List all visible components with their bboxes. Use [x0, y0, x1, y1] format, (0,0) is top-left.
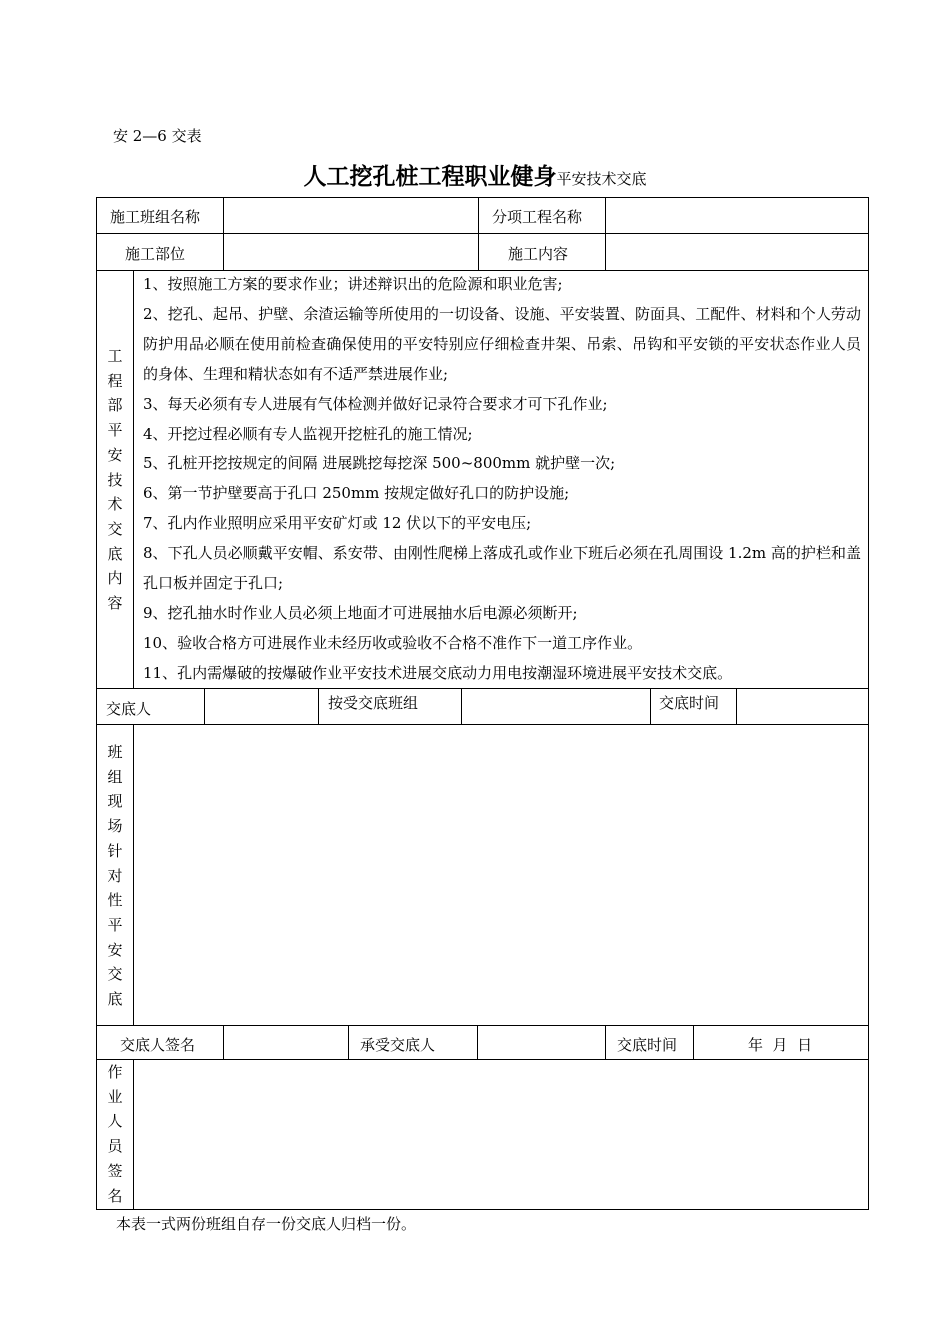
col-divider: [348, 1025, 349, 1059]
handover-time-field[interactable]: [739, 691, 866, 722]
col-divider: [605, 197, 606, 270]
col-divider: [223, 1025, 224, 1059]
title-suffix: 平安技术交底: [556, 170, 647, 188]
sub-project-label: 分项工程名称: [492, 208, 583, 226]
workers-sign-label: 作 业 人 员 签 名: [107, 1063, 123, 1205]
team-section-label: 班 组 现 场 针 对 性 平 安 交 底: [107, 743, 123, 1009]
title-main: 人工挖孔桩工程职业健身: [303, 164, 557, 190]
instruction-item: 9、挖孔抽水时作业人员必须上地面才可进展抽水后电源必须断开;: [143, 603, 578, 622]
col-divider: [133, 724, 134, 1025]
instruction-item: 7、孔内作业照明应采用平安矿灯或 12 伏以下的平安电压;: [143, 514, 532, 533]
col-divider: [736, 688, 737, 724]
instruction-item: 6、第一节护壁要高于孔口 250mm 按规定做好孔口的防护设施;: [143, 484, 570, 503]
col-divider: [223, 197, 224, 270]
team-name-label: 施工班组名称: [110, 208, 201, 226]
content-field[interactable]: [608, 236, 866, 267]
discloser-sign-label: 交底人签名: [120, 1036, 196, 1054]
row-divider: [96, 724, 869, 725]
instruction-item: 11、孔内需爆破的按爆破作业平安技术进展交底动力用电按潮湿环境进展平安技术交底。: [143, 663, 733, 682]
instruction-item: 2、挖孔、起吊、护壁、余渣运输等所使用的一切设备、设施、平安装置、防面具、工配件、材料和个人劳动防护用品必顺在使用前检查确保使用的平安特别应仔细检查井架、吊索、吊钩和平安锁的平安状态作业人员的身体、生理和精状态如有不适严禁进展作业;: [143, 304, 861, 383]
col-divider: [133, 1059, 134, 1210]
receiver-label: 承受交底人: [360, 1036, 436, 1054]
receiving-team-label: 按受交底班组: [328, 694, 419, 712]
sub-project-field[interactable]: [608, 200, 866, 230]
col-divider: [477, 1025, 478, 1059]
instruction-item: 10、验收合格方可进展作业未经历收或验收不合格不准作下一道工序作业。: [143, 633, 643, 652]
location-field[interactable]: [226, 236, 476, 267]
row-divider: [96, 233, 869, 234]
sign-date-value: 年 月 日: [748, 1036, 813, 1054]
content-label: 施工内容: [508, 245, 569, 263]
footer-note: 本表一式两份班组自存一份交底人归档一份。: [116, 1215, 417, 1233]
instruction-item: 3、每天必须有专人进展有气体检测并做好记录符合要求才可下孔作业;: [143, 394, 608, 413]
instruction-item: 1、按照施工方案的要求作业；讲述辩识出的危险源和职业危害;: [143, 275, 563, 293]
form-code: 安 2—6 交表: [113, 127, 202, 145]
instructions-list: [143, 270, 861, 689]
receiving-team-field[interactable]: [464, 691, 648, 722]
workers-sign-field[interactable]: [136, 1062, 866, 1207]
handover-time-label: 交底时间: [659, 694, 720, 712]
col-divider: [461, 688, 462, 724]
col-divider: [650, 688, 651, 724]
sign-time-label: 交底时间: [617, 1036, 678, 1054]
col-divider: [478, 197, 479, 270]
instructions-label: 工 程 部 平 安 技 术 交 底 内 容: [107, 347, 123, 613]
discloser-field[interactable]: [207, 691, 316, 722]
discloser-label: 交底人: [106, 700, 152, 718]
col-divider: [693, 1025, 694, 1059]
instruction-item: 5、孔桩开挖按规定的间隔 进展跳挖每挖深 500~800mm 就护壁一次;: [143, 454, 616, 473]
location-label: 施工部位: [125, 245, 186, 263]
col-divider: [318, 688, 319, 724]
instruction-item: 4、开挖过程必顺有专人监视开挖桩孔的施工情况;: [143, 424, 473, 443]
row-divider: [96, 1059, 869, 1060]
team-name-field[interactable]: [226, 200, 476, 230]
receiver-field[interactable]: [480, 1028, 603, 1057]
col-divider: [204, 688, 205, 724]
row-divider: [96, 1025, 869, 1026]
discloser-sign-field[interactable]: [226, 1028, 346, 1057]
col-divider: [605, 1025, 606, 1059]
page-title: [0, 158, 950, 191]
col-divider: [133, 270, 134, 688]
team-section-field[interactable]: [136, 727, 866, 1023]
instruction-item: 8、下孔人员必顺戴平安帽、系安带、由刚性爬梯上落成孔或作业下班后必须在孔周围设 1.2m 高的护栏和盖孔口板并固定于孔口;: [143, 544, 861, 593]
